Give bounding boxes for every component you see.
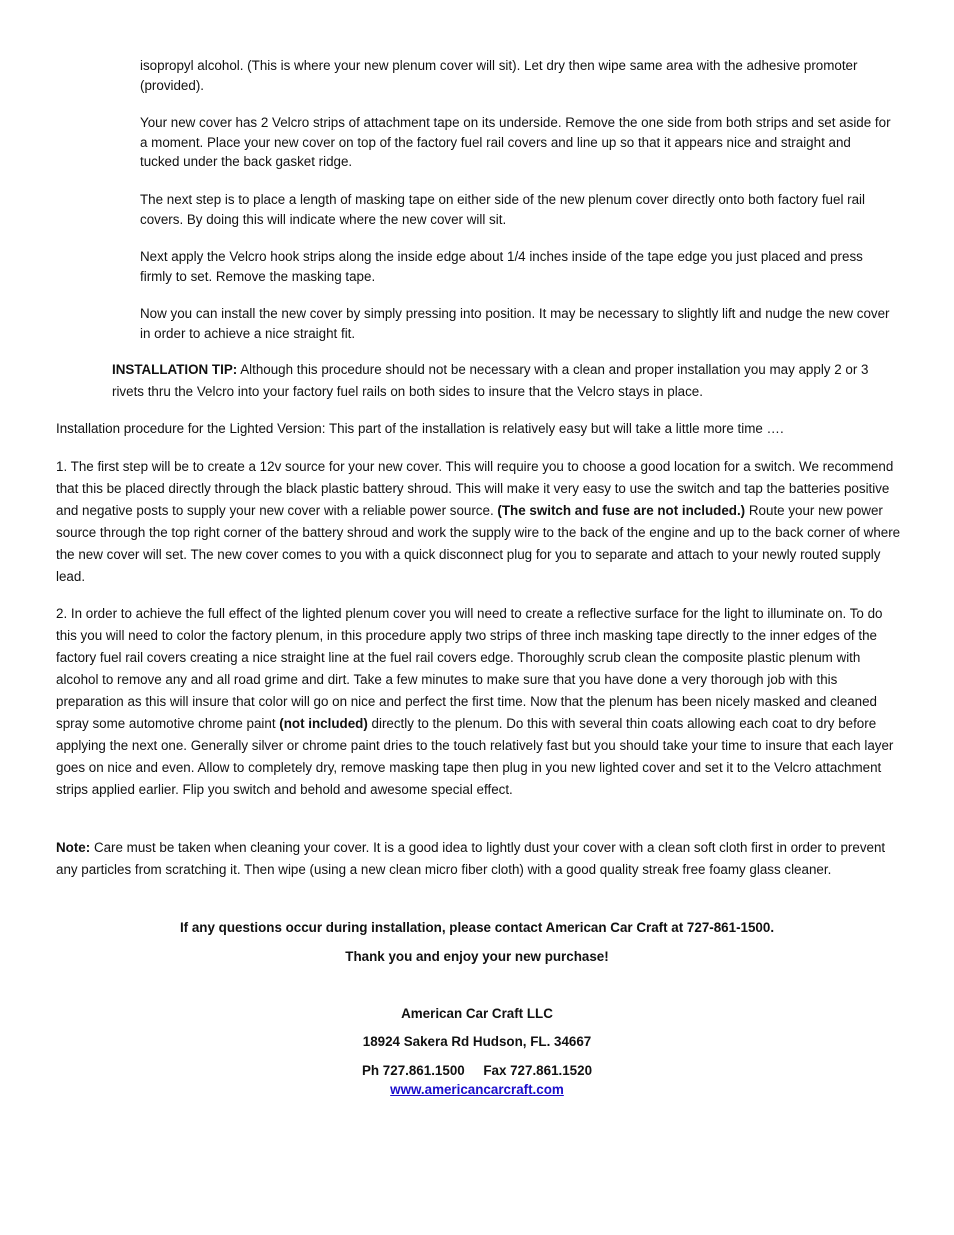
thanks-line: Thank you and enjoy your new purchase!: [345, 949, 609, 964]
care-note: [56, 837, 902, 881]
step-paragraph: Next apply the Velcro hook strips along the inside edge about 1/4 inches inside of the tape edge you just placed and press firmly to set. Remove the masking tape.: [140, 249, 863, 284]
website-line: [0, 1081, 954, 1100]
company-name: American Car Craft LLC: [401, 1006, 553, 1021]
website-link[interactable]: www.americancarcraft.com: [390, 1082, 564, 1097]
lighted-step-2-text-cont: directly to the plenum. Do this with several thin coats allowing each coat to dry before applying the next one. Generally silver or chrome paint dries to the touch relatively fast but you should take your time to insure that each layer goes on nice and even. Allow to completely dry, remove masking tape then plug in you new lighted cover and set it to the Velcro attachment strips applied earlier. Flip you switch and behold and awesome special effect.: [56, 716, 894, 797]
step-paragraph: The next step is to place a length of masking tape on either side of the new plenum cover directly onto both factory fuel rail covers. By doing this will indicate where the new cover will sit.: [140, 192, 865, 227]
installation-tip: [112, 359, 892, 403]
contact-line: If any questions occur during installation, please contact American Car Craft at 727-861-1500.: [179, 920, 775, 935]
lighted-intro: Installation procedure for the Lighted Version: This part of the installation is relatively easy but will take a little more time ….: [56, 421, 784, 436]
lighted-step-1-text: 1. The first step will be to create a 12v source for your new cover. This will require you to choose a good location for a switch. We recommend that this be placed directly through the black plastic battery shroud. This will make it very easy to use the switch and tap the batteries positive and negative posts to supply your new cover with a reliable power source.: [56, 459, 894, 518]
step-paragraph: Your new cover has 2 Velcro strips of attachment tape on its underside. Remove the one side from both strips and set aside for a moment. Place your new cover on top of the factory fuel rail covers and line up so that it appears nice and straight and tucked under the back gasket ridge.: [140, 115, 891, 169]
installation-tip-text: Although this procedure should not be necessary with a clean and proper installation you may apply 2 or 3 rivets thru the Velcro into your factory fuel rails on both sides to insure that the Velcro stays in place.: [112, 362, 869, 399]
lighted-step-2-bold: (not included): [279, 716, 368, 731]
lighted-step-2-text: 2. In order to achieve the full effect of the lighted plenum cover you will need to create a reflective surface for the light to illuminate on. To do this you will need to color the factory plenum, in this procedure apply two strips of three inch masking tape directly to the inner edges of the factory fuel rail covers creating a nice straight line at the fuel rail covers edge. Thoroughly scrub clean the composite plastic plenum with alcohol to remove any and all road grime and dirt. Take a few minutes to make sure that you have done a very thorough job with this preparation as this will insure that color will go on nice and perfect the first time. Now that the plenum has been nicely masked and cleaned spray some automotive chrome paint: [56, 606, 883, 731]
lighted-step-1: [56, 456, 902, 588]
care-note-label: Note:: [56, 840, 91, 855]
company-phones: Ph 727.861.1500 Fax 727.861.1520: [361, 1063, 593, 1078]
lighted-step-2: [56, 603, 902, 801]
installation-tip-label: INSTALLATION TIP:: [112, 362, 238, 377]
lighted-step-1-text-cont: Route your new power source through the top right corner of the battery shroud and work the supply wire to the back of the engine and up to the back corner of where the new cover will set. The new cover comes to you with a quick disconnect plug for you to separate and attach to your newly routed supply lead.: [56, 503, 901, 584]
company-address: 18924 Sakera Rd Hudson, FL. 34667: [362, 1034, 592, 1049]
step-paragraph: isopropyl alcohol. (This is where your new plenum cover will sit). Let dry then wipe same area with the adhesive promoter (provided).: [140, 58, 858, 93]
lighted-step-1-bold: (The switch and fuse are not included.): [497, 503, 746, 518]
step-paragraph: Now you can install the new cover by simply pressing into position. It may be necessary to slightly lift and nudge the new cover in order to achieve a nice straight fit.: [140, 306, 890, 341]
care-note-text: Care must be taken when cleaning your cover. It is a good idea to lightly dust your cover with a clean soft cloth first in order to prevent any particles from scratching it. Then wipe (using a new clean micro fiber cloth) with a good quality streak free foamy glass cleaner.: [56, 840, 886, 877]
